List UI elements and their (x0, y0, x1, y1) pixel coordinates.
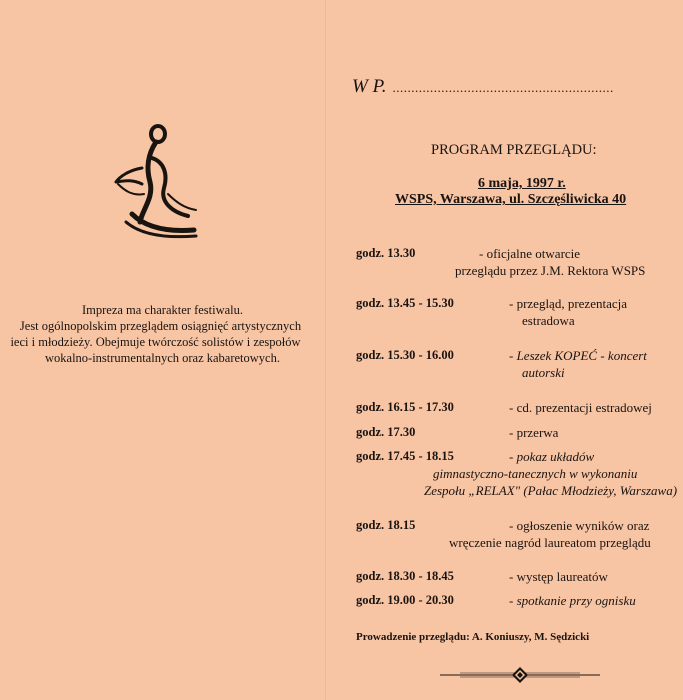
schedule-time: godz. 19.00 - 20.30 (356, 593, 454, 607)
schedule-desc: - pokaz układów (509, 449, 595, 464)
addressee-line (352, 76, 614, 98)
schedule-time: godz. 13.30 (356, 246, 416, 260)
intro-text (0, 302, 325, 366)
schedule-desc: - Leszek KOPEĆ - koncert (509, 348, 647, 363)
schedule-desc: gimnastyczno-tanecznych w wykonaniu (433, 466, 638, 481)
schedule-desc: estradowa (522, 313, 575, 328)
schedule-desc: - ogłoszenie wyników oraz (509, 518, 650, 533)
schedule-desc: autorski (522, 365, 565, 380)
intro-line: wokalno-instrumentalnych oraz kabaretowych. (45, 351, 280, 365)
program-title: PROGRAM PRZEGLĄDU: (431, 142, 597, 158)
schedule-time: godz. 17.45 - 18.15 (356, 449, 454, 463)
schedule-desc: - występ laureatów (509, 569, 608, 584)
schedule-time: godz. 16.15 - 17.30 (356, 400, 454, 414)
addressee-label: W P. (352, 76, 387, 97)
schedule-desc: przeglądu przez J.M. Rektora WSPS (455, 263, 646, 278)
intro-line: ieci i młodzieży. Obejmuje twórczość solistów i zespołów (10, 335, 301, 349)
intro-line: Jest ogólnopolskim przeglądem osiągnięć artystycznych (19, 319, 302, 333)
schedule-time: godz. 13.45 - 15.30 (356, 296, 454, 310)
intro-line: Impreza ma charakter festiwalu. (81, 303, 244, 317)
schedule-desc: wręczenie nagród laureatom przeglądu (449, 535, 651, 550)
dancing-figures-icon (112, 118, 202, 240)
fold-line (325, 0, 327, 700)
schedule-time: godz. 17.30 (356, 425, 416, 439)
event-date: 6 maja, 1997 r. (478, 176, 566, 191)
credits-line: Prowadzenie przeglądu: A. Koniuszy, M. Sędzicki (356, 631, 590, 643)
diamond-divider-icon (440, 666, 600, 684)
addressee-dots: ........................................................... (392, 80, 614, 95)
event-venue: WSPS, Warszawa, ul. Szczęśliwicka 40 (395, 192, 627, 207)
schedule-desc: - cd. prezentacji estradowej (509, 400, 652, 415)
schedule-desc: - oficjalne otwarcie (479, 246, 581, 261)
schedule-desc: Zespołu „RELAX" (Pałac Młodzieży, Warszawa) (424, 483, 678, 498)
schedule-desc: - przerwa (509, 425, 559, 440)
schedule-time: godz. 18.15 (356, 518, 416, 532)
schedule-time: godz. 15.30 - 16.00 (356, 348, 454, 362)
schedule-time: godz. 18.30 - 18.45 (356, 569, 454, 583)
schedule-desc: - przegląd, prezentacja (509, 296, 628, 311)
schedule-desc: - spotkanie przy ognisku (509, 593, 636, 608)
